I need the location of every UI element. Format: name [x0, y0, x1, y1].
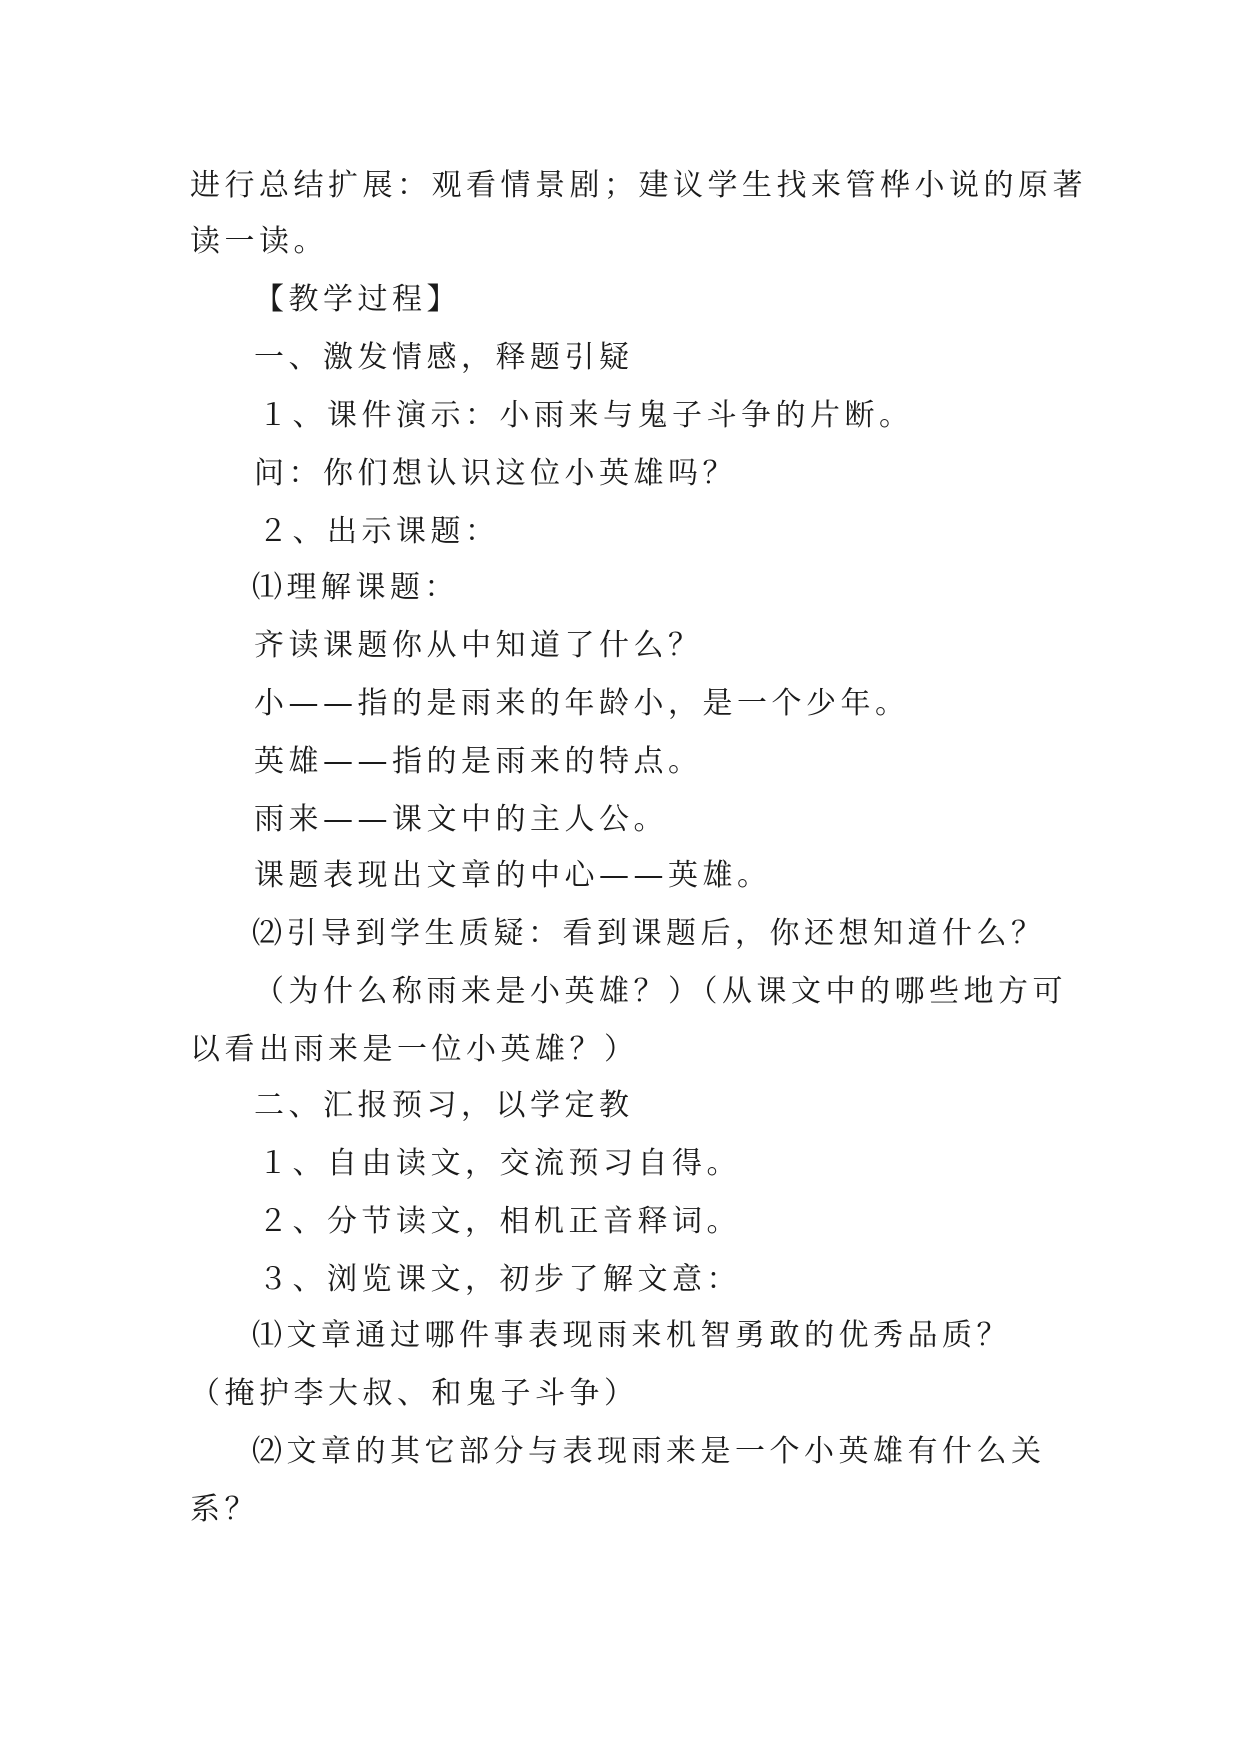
paragraph-line: 系？ — [190, 1492, 259, 1527]
paragraph-line: 雨来——课文中的主人公。 — [254, 802, 668, 837]
section-heading: 二、汇报预习，以学定教 — [254, 1088, 634, 1123]
paragraph-line: ２、出示课题： — [258, 514, 500, 549]
paragraph-line: ⑵文章的其它部分与表现雨来是一个小英雄有什么关 — [252, 1434, 1046, 1469]
paragraph-line: （为什么称雨来是小英雄？）（从课文中的哪些地方可 — [254, 974, 1067, 1009]
paragraph-line: 小——指的是雨来的年龄小，是一个少年。 — [254, 686, 910, 721]
paragraph-line: 课题表现出文章的中心——英雄。 — [254, 858, 772, 893]
paragraph-line: 以看出雨来是一位小英雄？） — [190, 1032, 639, 1067]
paragraph-line: ２、分节读文，相机正音释词。 — [258, 1204, 741, 1239]
paragraph-line: 英雄——指的是雨来的特点。 — [254, 744, 703, 779]
paragraph-line: １、自由读文，交流预习自得。 — [258, 1146, 741, 1181]
paragraph-line: 读一读。 — [190, 224, 328, 259]
paragraph-line: 进行总结扩展：观看情景剧；建议学生找来管桦小说的原著 — [190, 168, 1087, 203]
section-heading: 【教学过程】 — [254, 282, 461, 317]
paragraph-line: ⑴文章通过哪件事表现雨来机智勇敢的优秀品质？ — [252, 1318, 1011, 1353]
paragraph-line: （掩护李大叔、和鬼子斗争） — [190, 1376, 639, 1411]
paragraph-line: １、课件演示：小雨来与鬼子斗争的片断。 — [258, 398, 914, 433]
section-heading: 一、激发情感，释题引疑 — [254, 340, 634, 375]
paragraph-line: 问：你们想认识这位小英雄吗？ — [254, 456, 737, 491]
paragraph-line: ⑴理解课题： — [252, 570, 459, 605]
paragraph-line: ⑵引导到学生质疑：看到课题后，你还想知道什么？ — [252, 916, 1046, 951]
paragraph-line: ３、浏览课文，初步了解文意： — [258, 1262, 741, 1297]
paragraph-line: 齐读课题你从中知道了什么？ — [254, 628, 703, 663]
